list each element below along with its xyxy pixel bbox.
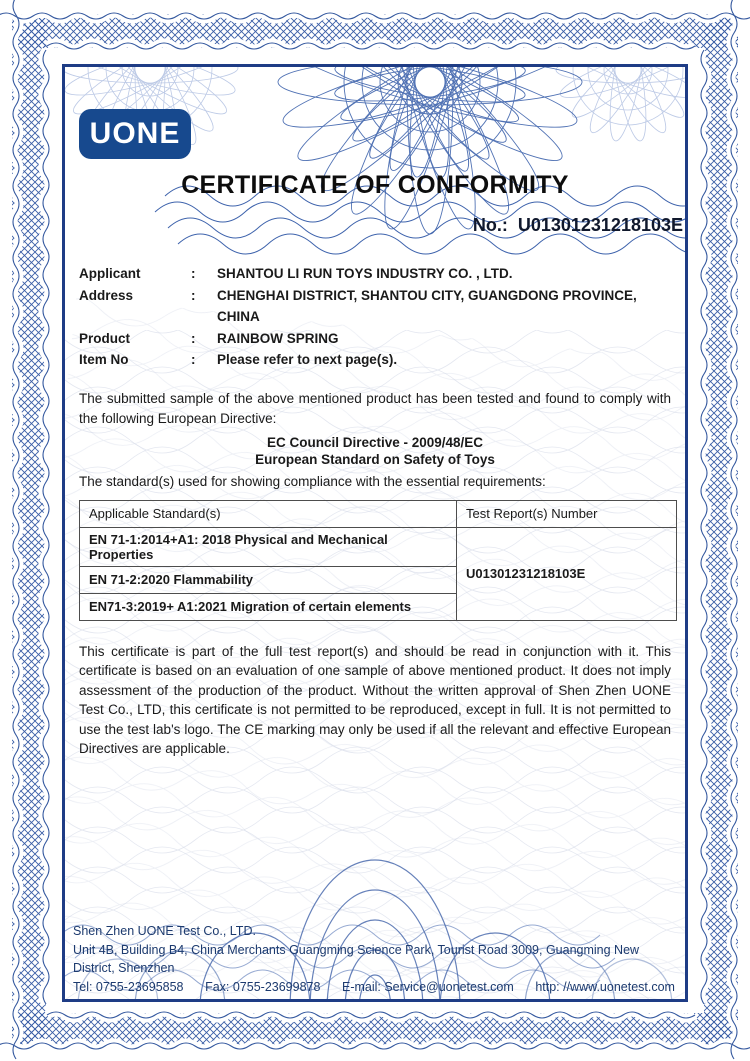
field-colon: : [191,266,196,281]
field-colon: : [191,287,196,303]
standards-intro: The standard(s) used for showing compliance with the essential requirements: [79,473,546,489]
footer [73,922,675,996]
standard-cell: EN71-3:2019+ A1:2021 Migration of certain elements [80,593,457,620]
directive-line-1: EC Council Directive - 2009/48/EC [266,434,484,450]
field-colon: : [191,352,196,367]
table-header-standard: Applicable Standard(s) [80,500,457,527]
field-row-applicant [79,263,671,285]
field-label: Address [79,287,134,303]
footer-tel: Tel: 0755-23695858 [73,979,184,994]
field-value: Please refer to next page(s). [217,352,398,367]
directive-line-2: European Standard on Safety of Toys [255,452,495,467]
certificate-number-label: No.: [472,215,508,235]
field-label: Item No [79,352,129,367]
fields-block [79,263,671,371]
table-header-row [80,500,677,527]
uone-logo-text: UONE [89,117,181,150]
field-value: SHANTOU LI RUN TOYS INDUSTRY CO. , LTD. [217,266,513,281]
standards-table [79,500,677,621]
table-header-report: Test Report(s) Number [457,500,677,527]
intro-paragraph: The submitted sample of the above mentioned product has been tested and found to comply with the following European Directive: [79,390,671,426]
footer-fax: Fax: 0755-23699878 [205,979,321,994]
certificate-content [62,64,688,1002]
field-value: CHENGHAI DISTRICT, SHANTOU CITY, GUANGDONG PROVINCE, CHINA [217,287,637,324]
field-row-address [79,285,671,328]
certificate-title: CERTIFICATE OF CONFORMITY [181,171,569,199]
certificate-number [65,215,685,236]
standard-cell: EN 71-1:2014+A1: 2018 Physical and Mechanical Properties [80,527,457,566]
footer-contacts [73,978,675,997]
standard-cell: EN 71-2:2020 Flammability [80,566,457,593]
field-colon: : [191,330,196,346]
table-row [80,527,677,566]
certificate-number-value: U01301231218103E [517,215,683,235]
field-label: Product [79,330,131,346]
footer-email: E-mail: Service@uonetest.com [341,979,514,994]
field-row-item-no [79,349,671,371]
field-label: Applicant [79,266,141,281]
footer-address: Unit 4B, Building B4, China Merchants Guangming Science Park, Tourist Road 3009, Guangming New District, Shenzhen [73,942,640,975]
footer-web: http: //www.uonetest.com [535,979,675,994]
disclaimer-paragraph: This certificate is part of the full test report(s) and should be read in conjunction with it. This certificate is based on an evaluation of one sample of above mentioned product. It does not imply assessment of the production of the product. Without the written approval of Shen Zhen UONE Test Co., LTD, this certificate is not permitted to be reproduced, except in full. It is not permitted to use the test lab's logo. The CE marking may only be used if all the relevant and effective European Directives are applicable. [79,643,671,756]
uone-logo [79,109,191,159]
report-number-cell: U01301231218103E [457,527,677,620]
footer-company: Shen Zhen UONE Test Co., LTD. [73,924,256,938]
field-row-product [79,328,671,350]
field-value: RAINBOW SPRING [217,330,339,346]
